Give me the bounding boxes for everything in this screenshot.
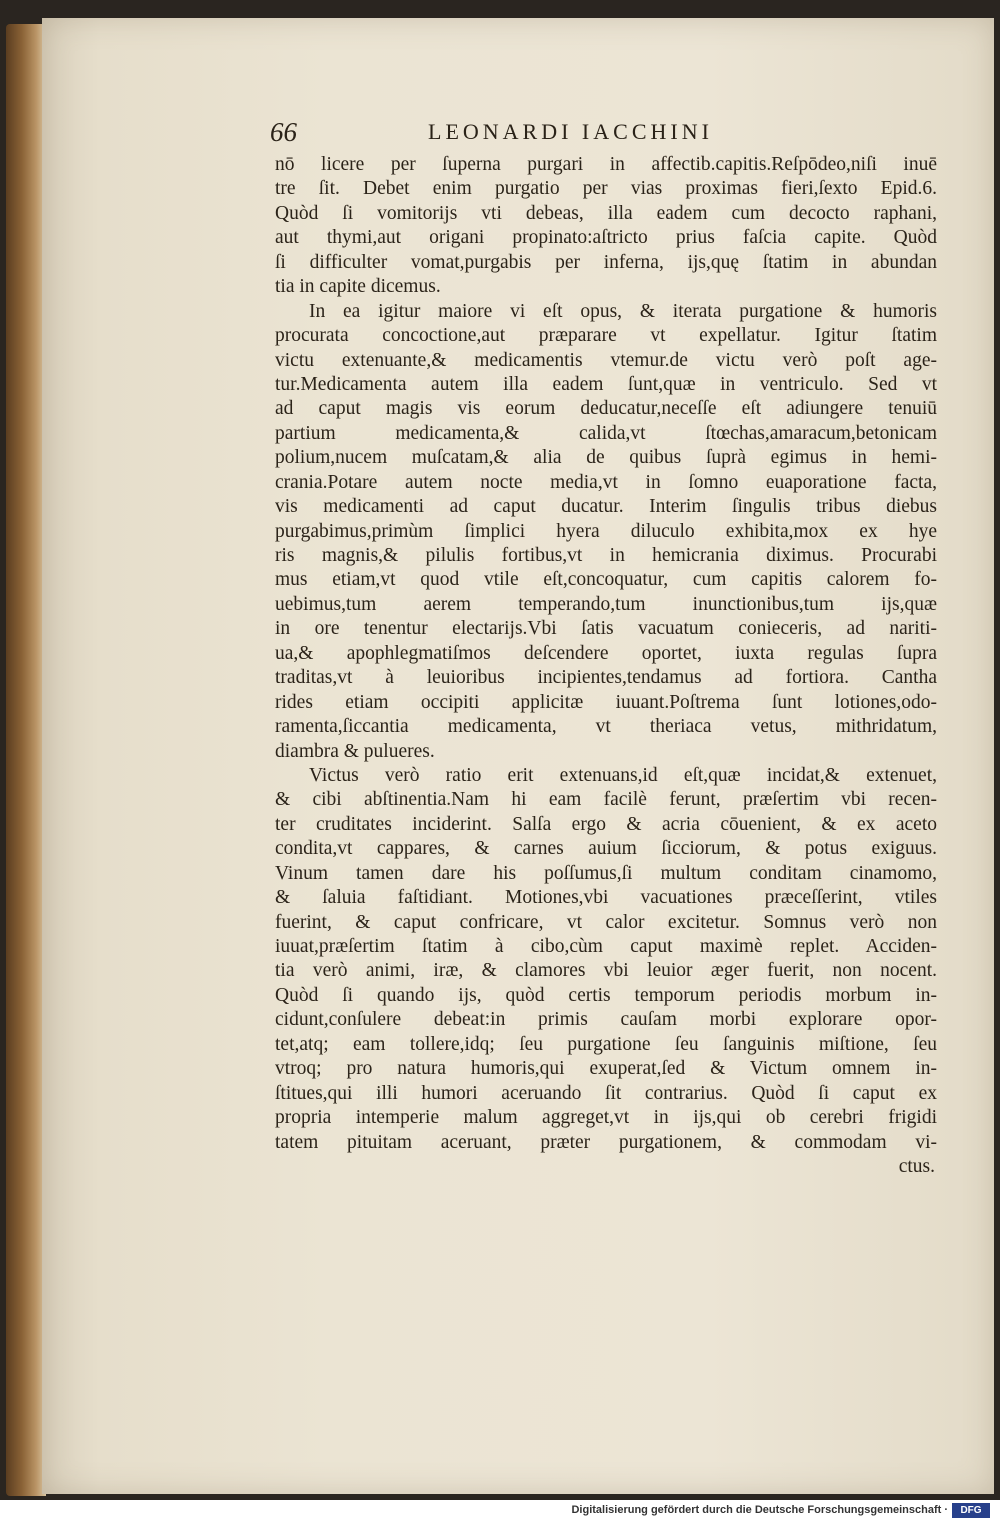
- funding-credit: Digitalisierung gefördert durch die Deutsche Forschungsgemeinschaft ·: [571, 1504, 948, 1516]
- text-line: & cibi abſtinentia.Nam hi eam facilè ferunt, præſertim vbi recen-: [275, 789, 937, 811]
- text-line: ris magnis,& pilulis fortibus,vt in hemicrania diximus. Procurabi: [275, 545, 937, 566]
- text-line: iuuat,præſertim ſtatim à cibo,cùm caput maximè replet. Acciden-: [275, 936, 937, 957]
- book-page-edges: [6, 24, 46, 1496]
- text-line: tur.Medicamenta autem illa eadem ſunt,quæ in ventriculo. Sed vt: [275, 373, 937, 395]
- text-line: aut thymi,aut origani propinato:aſtricto prius faſcia capite. Quòd: [275, 227, 937, 249]
- text-line: diambra & pulueres.: [275, 740, 435, 762]
- text-line: vtroq; pro natura humoris,qui exuperat,ſed & Victum omnem in-: [275, 1058, 937, 1080]
- text-line: Quòd ſi vomitorijs vti debeas, illa eadem cum decocto raphani,: [275, 202, 937, 224]
- text-line: polium,nucem muſcatam,& alia de quibus ſuprà egimus in hemi-: [275, 447, 937, 469]
- text-line: mus etiam,vt quod vtile eſt,concoquatur, cum capitis calorem fo-: [275, 569, 937, 591]
- text-line: fuerint, & caput confricare, vt calor excitetur. Somnus verò non: [275, 911, 937, 933]
- text-line: Quòd ſi quando ijs, quòd certis temporum periodis morbum in-: [275, 984, 937, 1006]
- text-line: & ſaluia faſtidiant. Motiones,vbi vacuationes præceſſerint, vtiles: [275, 887, 937, 909]
- page-header: [270, 117, 970, 147]
- text-line: rides etiam occipiti applicitæ iuuant.Poſtrema ſunt lotiones,odo-: [275, 691, 937, 713]
- dfg-logo[interactable]: DFG: [952, 1503, 990, 1518]
- text-line: ſi difficulter vomat,purgabis per inferna, ijs,quę ſtatim in abundan: [275, 251, 937, 273]
- text-line: in ore tenentur electarijs.Vbi ſatis vacuatum conieceris, ad nariti-: [275, 618, 937, 640]
- text-line: propria intemperie malum aggreget,vt in ijs,qui ob cerebri frigidi: [275, 1107, 937, 1129]
- text-line: ter cruditates inciderint. Salſa ergo & acria cōuenient, & ex aceto: [275, 813, 937, 835]
- text-line: ſtitues,qui illi humori aceruando ſit contrarius. Quòd ſi caput ex: [275, 1082, 937, 1104]
- text-line: uebimus,tum aerem temperando,tum inunctionibus,tum ijs,quæ: [275, 593, 937, 615]
- page-number: 66: [270, 117, 297, 147]
- running-title: LEONARDI IACCHINI: [428, 119, 713, 144]
- text-line: crania.Potare autem nocte media,vt in ſomno euaporatione facta,: [275, 471, 937, 493]
- text-line: ua,& apophlegmatiſmos deſcendere oportet, iuxta regulas ſupra: [275, 642, 937, 664]
- text-line: traditas,vt à leuioribus incipientes,tendamus ad fortiora. Cantha: [275, 667, 937, 689]
- text-line: tia verò animi, iræ, & clamores vbi leuior æger fuerit, non nocent.: [275, 960, 937, 982]
- text-line: victu extenuante,& medicamentis vtemur.de victu verò poſt age-: [275, 349, 937, 371]
- text-line: condita,vt cappares, & carnes auium ſicciorum, & potus exiguus.: [275, 838, 937, 860]
- text-line: purgabimus,primùm ſimplici hyera diluculo exhibita,mox ex hye: [275, 520, 937, 542]
- text-line: tet,atq; eam tollere,idq; ſeu purgatione ſeu ſanguinis miſtione, ſeu: [275, 1033, 937, 1055]
- text-line: tre ſit. Debet enim purgatio per vias proximas fieri,ſexto Epid.6.: [275, 178, 937, 200]
- text-line: cidunt,conſulere debeat:in primis cauſam morbi explorare opor-: [275, 1009, 937, 1031]
- digitization-footer: [0, 1500, 1000, 1523]
- body-text: [275, 153, 937, 1179]
- text-line: procurata concoctione,aut præparare vt expellatur. Igitur ſtatim: [275, 325, 937, 347]
- text-line: In ea igitur maiore vi eſt opus, & iterata purgatione & humoris: [309, 300, 937, 322]
- text-line: nō licere per ſuperna purgari in affectib.capitis.Reſpōdeo,niſi inuē: [275, 154, 937, 175]
- text-line: partium medicamenta,& calida,vt ſtœchas,amaracum,betonicam: [275, 422, 937, 444]
- text-line: Vinum tamen dare his poſſumus,ſi multum conditam cinamomo,: [275, 862, 937, 884]
- text-line: tia in capite dicemus.: [275, 276, 441, 298]
- text-line: vis medicamenti ad caput ducatur. Interim ſingulis tribus diebus: [275, 496, 937, 518]
- text-line: tatem pituitam aceruant, præter purgationem, & commodam vi-: [275, 1131, 937, 1153]
- text-line: ramenta,ſiccantia medicamenta, vt theriaca vetus, mithridatum,: [275, 716, 937, 738]
- text-line: Victus verò ratio erit extenuans,id eſt,quæ incidat,& extenuet,: [309, 764, 937, 786]
- text-line: ad caput magis vis eorum deducatur,neceſſe eſt adiungere tenuiū: [275, 398, 937, 420]
- catchword: ctus.: [898, 1155, 935, 1177]
